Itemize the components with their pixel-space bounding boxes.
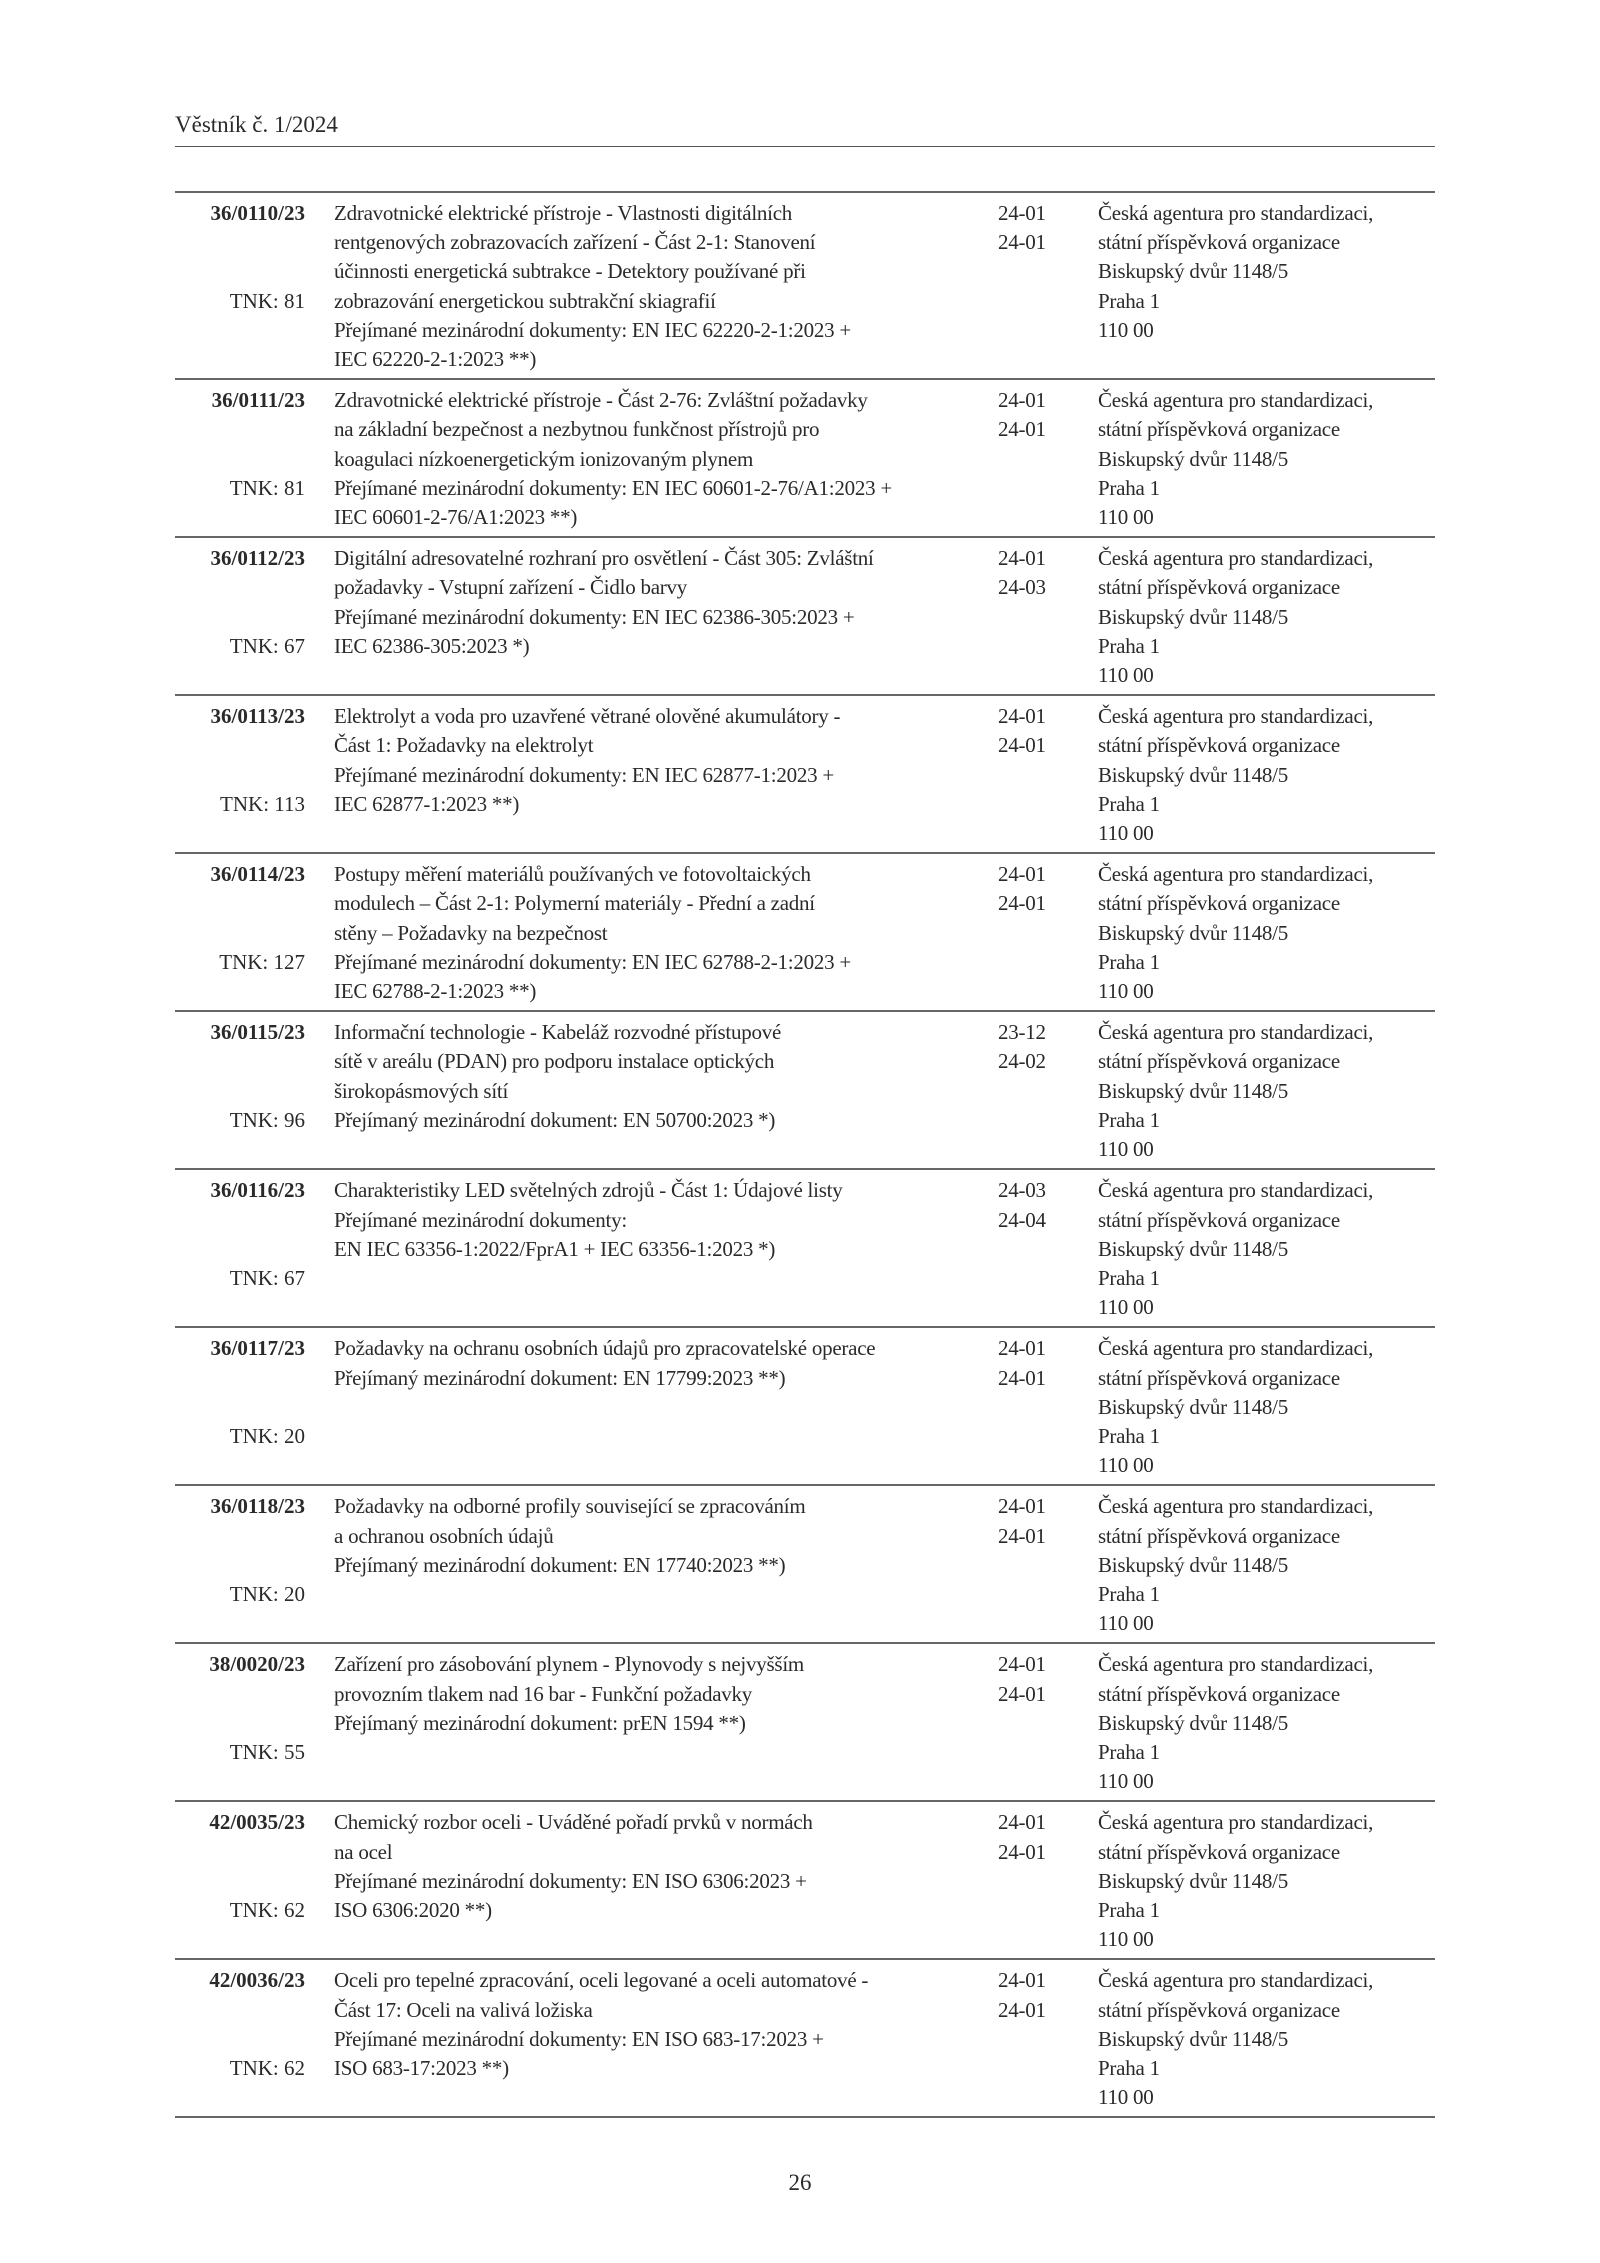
table-row <box>175 854 1435 1012</box>
description-cell <box>334 1492 998 1638</box>
id-cell <box>175 386 305 532</box>
header-rule <box>175 146 1435 147</box>
organization-line: Biskupský dvůr 1148/5 <box>1098 920 1288 945</box>
project-id: 36/0117/23 <box>210 1336 305 1361</box>
date-value: 24-02 <box>998 1049 1046 1074</box>
organization-line: Biskupský dvůr 1148/5 <box>1098 259 1288 284</box>
description-cell <box>334 1808 998 1954</box>
organization-cell <box>1098 1966 1435 2112</box>
table-row <box>175 1802 1435 1960</box>
table-row <box>175 380 1435 538</box>
organization-line: státní příspěvková organizace <box>1098 1049 1340 1074</box>
description-line: Část 17: Oceli na valivá ložiska <box>334 1997 593 2022</box>
organization-line: Praha 1 <box>1098 2055 1160 2080</box>
organization-line: 110 00 <box>1098 317 1154 342</box>
project-id: 42/0036/23 <box>209 1968 305 1993</box>
organization-cell <box>1098 544 1435 690</box>
project-id: 36/0116/23 <box>210 1178 305 1203</box>
organization-line: Biskupský dvůr 1148/5 <box>1098 2026 1288 2051</box>
organization-line: Biskupský dvůr 1148/5 <box>1098 1552 1288 1577</box>
date-value: 24-01 <box>998 388 1046 413</box>
organization-line: Biskupský dvůr 1148/5 <box>1098 1710 1288 1735</box>
id-cell <box>175 1176 305 1322</box>
description-cell <box>334 1966 998 2112</box>
project-id: 36/0115/23 <box>210 1020 305 1045</box>
organization-line: Praha 1 <box>1098 1265 1160 1290</box>
date-value: 24-04 <box>998 1207 1046 1232</box>
description-line: Elektrolyt a voda pro uzavřené větrané olověné akumulátory - <box>334 704 841 729</box>
running-header: Věstník č. 1/2024 <box>175 112 338 137</box>
organization-line: 110 00 <box>1098 1927 1154 1952</box>
date-value: 24-01 <box>998 1839 1046 1864</box>
dates-cell <box>998 702 1098 848</box>
date-value: 24-03 <box>998 1178 1046 1203</box>
organization-cell <box>1098 860 1435 1006</box>
project-id: 36/0113/23 <box>210 704 305 729</box>
project-id: 42/0035/23 <box>209 1810 305 1835</box>
date-value: 24-01 <box>998 1336 1046 1361</box>
description-line: Zařízení pro zásobování plynem - Plynovody s nejvyšším <box>334 1652 805 1677</box>
organization-line: Praha 1 <box>1098 475 1160 500</box>
organization-line: státní příspěvková organizace <box>1098 1997 1340 2022</box>
date-value: 24-01 <box>998 704 1046 729</box>
description-line: Přejímaný mezinárodní dokument: EN 17740:2023 **) <box>334 1552 786 1577</box>
tnk-number: TNK: 67 <box>229 1265 305 1290</box>
organization-line: Biskupský dvůr 1148/5 <box>1098 1868 1288 1893</box>
description-line: koagulaci nízkoenergetickým ionizovaným plynem <box>334 446 754 471</box>
id-cell <box>175 1334 305 1480</box>
description-line: zobrazování energetickou subtrakční skiagrafií <box>334 288 716 313</box>
table-row <box>175 538 1435 696</box>
organization-line: Biskupský dvůr 1148/5 <box>1098 604 1288 629</box>
organization-line: Biskupský dvůr 1148/5 <box>1098 446 1288 471</box>
dates-cell <box>998 1334 1098 1480</box>
description-cell <box>334 1650 998 1796</box>
organization-line: Česká agentura pro standardizaci, <box>1098 862 1374 887</box>
description-line: sítě v areálu (PDAN) pro podporu instalace optických <box>334 1049 775 1074</box>
description-line: Přejímané mezinárodní dokumenty: EN IEC 60601-2-76/A1:2023 + <box>334 475 892 500</box>
description-line: Přejímaný mezinárodní dokument: prEN 1594 **) <box>334 1710 746 1735</box>
description-cell <box>334 702 998 848</box>
organization-line: státní příspěvková organizace <box>1098 417 1340 442</box>
organization-line: Biskupský dvůr 1148/5 <box>1098 762 1288 787</box>
date-value: 24-01 <box>998 230 1046 255</box>
description-line: Přejímaný mezinárodní dokument: EN 50700:2023 *) <box>334 1107 776 1132</box>
project-id: 36/0111/23 <box>211 388 305 413</box>
organization-line: Česká agentura pro standardizaci, <box>1098 1178 1374 1203</box>
description-line: na základní bezpečnost a nezbytnou funkčnost přístrojů pro <box>334 417 820 442</box>
description-line: IEC 62788-2-1:2023 **) <box>334 979 537 1004</box>
dates-cell <box>998 1966 1098 2112</box>
organization-cell <box>1098 702 1435 848</box>
tnk-number: TNK: 113 <box>220 791 305 816</box>
organization-line: Praha 1 <box>1098 1423 1160 1448</box>
tnk-number: TNK: 20 <box>229 1581 305 1606</box>
organization-line: Česká agentura pro standardizaci, <box>1098 1810 1374 1835</box>
standards-table <box>175 191 1435 2118</box>
project-id: 36/0114/23 <box>210 862 305 887</box>
dates-cell <box>998 1492 1098 1638</box>
dates-cell <box>998 1808 1098 1954</box>
description-line: širokopásmových sítí <box>334 1078 509 1103</box>
organization-line: státní příspěvková organizace <box>1098 1365 1340 1390</box>
organization-line: státní příspěvková organizace <box>1098 1523 1340 1548</box>
description-line: Chemický rozbor oceli - Uváděné pořadí prvků v normách <box>334 1810 813 1835</box>
dates-cell <box>998 1176 1098 1322</box>
organization-line: 110 00 <box>1098 1453 1154 1478</box>
date-value: 24-01 <box>998 1997 1046 2022</box>
organization-line: 110 00 <box>1098 1295 1154 1320</box>
description-line: rentgenových zobrazovacích zařízení - Část 2-1: Stanovení <box>334 230 816 255</box>
description-line: a ochranou osobních údajů <box>334 1523 554 1548</box>
organization-line: Česká agentura pro standardizaci, <box>1098 1336 1374 1361</box>
date-value: 24-01 <box>998 1810 1046 1835</box>
date-value: 23-12 <box>998 1020 1046 1045</box>
organization-line: státní příspěvková organizace <box>1098 230 1340 255</box>
id-cell <box>175 1018 305 1164</box>
organization-line: 110 00 <box>1098 1611 1154 1636</box>
description-line: Přejímané mezinárodní dokumenty: EN IEC 62877-1:2023 + <box>334 762 834 787</box>
organization-line: Praha 1 <box>1098 791 1160 816</box>
description-line: Charakteristiky LED světelných zdrojů - Část 1: Údajové listy <box>334 1178 843 1203</box>
date-value: 24-01 <box>998 201 1046 225</box>
organization-line: Biskupský dvůr 1148/5 <box>1098 1078 1288 1103</box>
table-row <box>175 1012 1435 1170</box>
description-line: účinnosti energetická subtrakce - Detektory používané při <box>334 259 806 284</box>
organization-cell <box>1098 1334 1435 1480</box>
table-row <box>175 1170 1435 1328</box>
organization-line: 110 00 <box>1098 1769 1154 1794</box>
organization-line: státní příspěvková organizace <box>1098 1839 1340 1864</box>
date-value: 24-01 <box>998 1365 1046 1390</box>
organization-line: státní příspěvková organizace <box>1098 891 1340 916</box>
description-line: ISO 683-17:2023 **) <box>334 2055 509 2080</box>
table-row <box>175 193 1435 380</box>
organization-cell <box>1098 1650 1435 1796</box>
tnk-number: TNK: 96 <box>229 1107 305 1132</box>
organization-line: Praha 1 <box>1098 288 1160 313</box>
project-id: 36/0112/23 <box>210 546 305 571</box>
id-cell <box>175 860 305 1006</box>
tnk-number: TNK: 20 <box>229 1423 305 1448</box>
tnk-number: TNK: 55 <box>229 1739 305 1764</box>
organization-cell <box>1098 1176 1435 1322</box>
dates-cell <box>998 1650 1098 1796</box>
organization-line: Praha 1 <box>1098 949 1160 974</box>
tnk-number: TNK: 81 <box>229 475 305 500</box>
organization-line: 110 00 <box>1098 1137 1154 1162</box>
tnk-number: TNK: 81 <box>229 288 305 313</box>
dates-cell <box>998 386 1098 532</box>
organization-cell <box>1098 1808 1435 1954</box>
organization-line: Česká agentura pro standardizaci, <box>1098 201 1374 225</box>
organization-cell <box>1098 199 1435 374</box>
description-line: IEC 60601-2-76/A1:2023 **) <box>334 505 578 530</box>
organization-line: Česká agentura pro standardizaci, <box>1098 1494 1374 1519</box>
organization-cell <box>1098 386 1435 532</box>
description-line: provozním tlakem nad 16 bar - Funkční požadavky <box>334 1681 753 1706</box>
organization-line: státní příspěvková organizace <box>1098 1207 1340 1232</box>
description-line: Požadavky na odborné profily související se zpracováním <box>334 1494 806 1519</box>
dates-cell <box>998 544 1098 690</box>
organization-line: Praha 1 <box>1098 1581 1160 1606</box>
description-line: Přejímané mezinárodní dokumenty: EN IEC 62220-2-1:2023 + <box>334 317 851 342</box>
date-value: 24-01 <box>998 1681 1046 1706</box>
organization-line: Praha 1 <box>1098 633 1160 658</box>
date-value: 24-01 <box>998 1652 1046 1677</box>
description-line: na ocel <box>334 1839 393 1864</box>
tnk-number: TNK: 62 <box>229 1897 305 1922</box>
organization-line: 110 00 <box>1098 821 1154 846</box>
description-line: IEC 62220-2-1:2023 **) <box>334 347 537 372</box>
organization-line: Biskupský dvůr 1148/5 <box>1098 1394 1288 1419</box>
date-value: 24-01 <box>998 891 1046 916</box>
organization-line: státní příspěvková organizace <box>1098 733 1340 758</box>
tnk-number: TNK: 62 <box>229 2055 305 2080</box>
description-cell <box>334 860 998 1006</box>
description-cell <box>334 1018 998 1164</box>
organization-line: 110 00 <box>1098 663 1154 688</box>
id-cell <box>175 1492 305 1638</box>
description-line: požadavky - Vstupní zařízení - Čidlo barvy <box>334 575 688 600</box>
description-line: ISO 6306:2020 **) <box>334 1897 492 1922</box>
description-line: Část 1: Požadavky na elektrolyt <box>334 733 594 758</box>
description-line: Digitální adresovatelné rozhraní pro osvětlení - Část 305: Zvláštní <box>334 546 874 571</box>
organization-line: Česká agentura pro standardizaci, <box>1098 1020 1374 1045</box>
organization-line: Česká agentura pro standardizaci, <box>1098 388 1374 413</box>
project-id: 38/0020/23 <box>209 1652 305 1677</box>
organization-line: Praha 1 <box>1098 1739 1160 1764</box>
description-line: Přejímané mezinárodní dokumenty: EN IEC 62386-305:2023 + <box>334 604 855 629</box>
date-value: 24-03 <box>998 575 1046 600</box>
description-line: Postupy měření materiálů používaných ve fotovoltaických <box>334 862 811 887</box>
description-line: Zdravotnické elektrické přístroje - Vlastnosti digitálních <box>334 201 793 225</box>
description-line: Požadavky na ochranu osobních údajů pro zpracovatelské operace <box>334 1336 876 1361</box>
id-cell <box>175 1808 305 1954</box>
description-line: IEC 62386-305:2023 *) <box>334 633 530 658</box>
id-cell <box>175 1650 305 1796</box>
description-line: Zdravotnické elektrické přístroje - Část 2-76: Zvláštní požadavky <box>334 388 868 413</box>
table-row <box>175 1960 1435 2118</box>
description-line: stěny – Požadavky na bezpečnost <box>334 920 608 945</box>
id-cell <box>175 702 305 848</box>
table-row <box>175 696 1435 854</box>
project-id: 36/0110/23 <box>210 201 305 225</box>
page-number: 26 <box>788 2170 812 2195</box>
description-cell <box>334 1334 998 1480</box>
organization-line: Praha 1 <box>1098 1897 1160 1922</box>
organization-line: Česká agentura pro standardizaci, <box>1098 704 1374 729</box>
dates-cell <box>998 199 1098 374</box>
project-id: 36/0118/23 <box>210 1494 305 1519</box>
table-row <box>175 1644 1435 1802</box>
description-line: Informační technologie - Kabeláž rozvodné přístupové <box>334 1020 782 1045</box>
description-line: EN IEC 63356-1:2022/FprA1 + IEC 63356-1:2023 *) <box>334 1236 776 1261</box>
description-line: Přejímané mezinárodní dokumenty: EN ISO 683-17:2023 + <box>334 2026 824 2051</box>
table-row <box>175 1486 1435 1644</box>
description-line: Přejímané mezinárodní dokumenty: EN ISO 6306:2023 + <box>334 1868 807 1893</box>
organization-line: Biskupský dvůr 1148/5 <box>1098 1236 1288 1261</box>
description-cell <box>334 199 998 374</box>
organization-line: Česká agentura pro standardizaci, <box>1098 1652 1374 1677</box>
organization-line: státní příspěvková organizace <box>1098 1681 1340 1706</box>
dates-cell <box>998 860 1098 1006</box>
date-value: 24-01 <box>998 546 1046 571</box>
description-cell <box>334 544 998 690</box>
organization-line: 110 00 <box>1098 2085 1154 2110</box>
date-value: 24-01 <box>998 1523 1046 1548</box>
tnk-number: TNK: 67 <box>229 633 305 658</box>
date-value: 24-01 <box>998 417 1046 442</box>
date-value: 24-01 <box>998 733 1046 758</box>
description-cell <box>334 386 998 532</box>
id-cell <box>175 544 305 690</box>
organization-cell <box>1098 1492 1435 1638</box>
date-value: 24-01 <box>998 1494 1046 1519</box>
date-value: 24-01 <box>998 1968 1046 1993</box>
organization-line: 110 00 <box>1098 505 1154 530</box>
table-row <box>175 1328 1435 1486</box>
description-line: Přejímané mezinárodní dokumenty: <box>334 1207 627 1232</box>
description-line: modulech – Část 2-1: Polymerní materiály - Přední a zadní <box>334 891 815 916</box>
organization-line: Česká agentura pro standardizaci, <box>1098 546 1374 571</box>
organization-cell <box>1098 1018 1435 1164</box>
id-cell <box>175 1966 305 2112</box>
description-line: Oceli pro tepelné zpracování, oceli legované a oceli automatové - <box>334 1968 869 1993</box>
description-line: IEC 62877-1:2023 **) <box>334 791 520 816</box>
tnk-number: TNK: 127 <box>219 949 305 974</box>
organization-line: Česká agentura pro standardizaci, <box>1098 1968 1374 1993</box>
organization-line: 110 00 <box>1098 979 1154 1004</box>
date-value: 24-01 <box>998 862 1046 887</box>
organization-line: Praha 1 <box>1098 1107 1160 1132</box>
description-line: Přejímané mezinárodní dokumenty: EN IEC 62788-2-1:2023 + <box>334 949 851 974</box>
description-cell <box>334 1176 998 1322</box>
id-cell <box>175 199 305 374</box>
organization-line: státní příspěvková organizace <box>1098 575 1340 600</box>
dates-cell <box>998 1018 1098 1164</box>
description-line: Přejímaný mezinárodní dokument: EN 17799:2023 **) <box>334 1365 786 1390</box>
